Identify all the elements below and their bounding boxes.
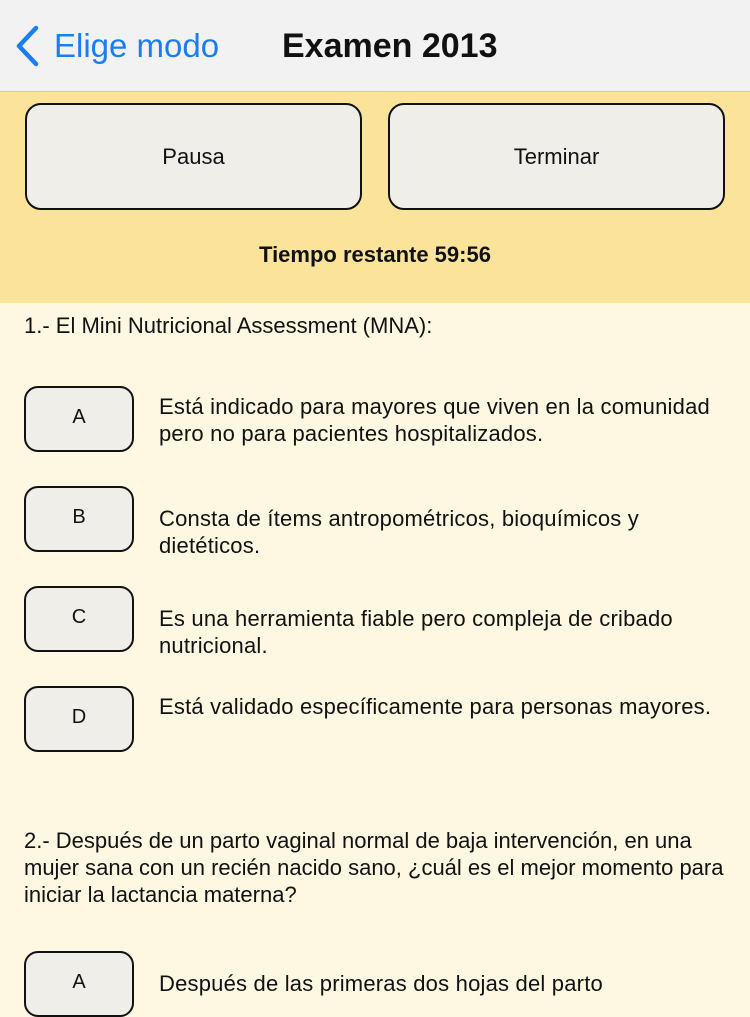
option-letter: D: [71, 705, 87, 728]
navigation-bar: [0, 0, 750, 92]
question-1-option-b-text: Consta de ítems antropométricos, bioquímicos y dietéticos.: [159, 506, 639, 558]
question-1-option-d-button[interactable]: [24, 686, 134, 752]
question-1-text: 1.- El Mini Nutricional Assessment (MNA):: [24, 313, 433, 338]
question-2-option-a-button[interactable]: [24, 951, 134, 1017]
option-letter: A: [72, 405, 86, 428]
exam-control-panel: [0, 92, 750, 303]
question-2-text: 2.- Después de un parto vaginal normal de baja intervención, en una mujer sana con un recién nacido sano, ¿cuál es el mejor momento para iniciar la lactancia materna?: [24, 828, 724, 907]
question-1-option-d-text: Está validado específicamente para personas mayores.: [159, 694, 712, 719]
option-letter: A: [72, 970, 86, 993]
chevron-left-icon: [14, 24, 40, 68]
back-button[interactable]: [14, 22, 219, 70]
question-1-option-a-text: Está indicado para mayores que viven en la comunidad pero no para pacientes hospitalizados.: [159, 394, 710, 446]
option-letter: C: [71, 605, 87, 628]
finish-button[interactable]: Terminar: [388, 103, 725, 210]
question-1-option-a-button[interactable]: [24, 386, 134, 452]
question-1-option-c-button[interactable]: [24, 586, 134, 652]
pause-button[interactable]: Pausa: [25, 103, 362, 210]
question-2-option-a-text: Después de las primeras dos hojas del parto: [159, 971, 603, 996]
question-1-option-b-button[interactable]: [24, 486, 134, 552]
page-title: Examen 2013: [282, 27, 498, 65]
back-button-label: Elige modo: [54, 27, 220, 64]
question-1-option-c-text: Es una herramienta fiable pero compleja de cribado nutricional.: [159, 606, 673, 658]
option-letter: B: [72, 505, 86, 528]
time-remaining: Tiempo restante 59:56: [259, 242, 491, 267]
